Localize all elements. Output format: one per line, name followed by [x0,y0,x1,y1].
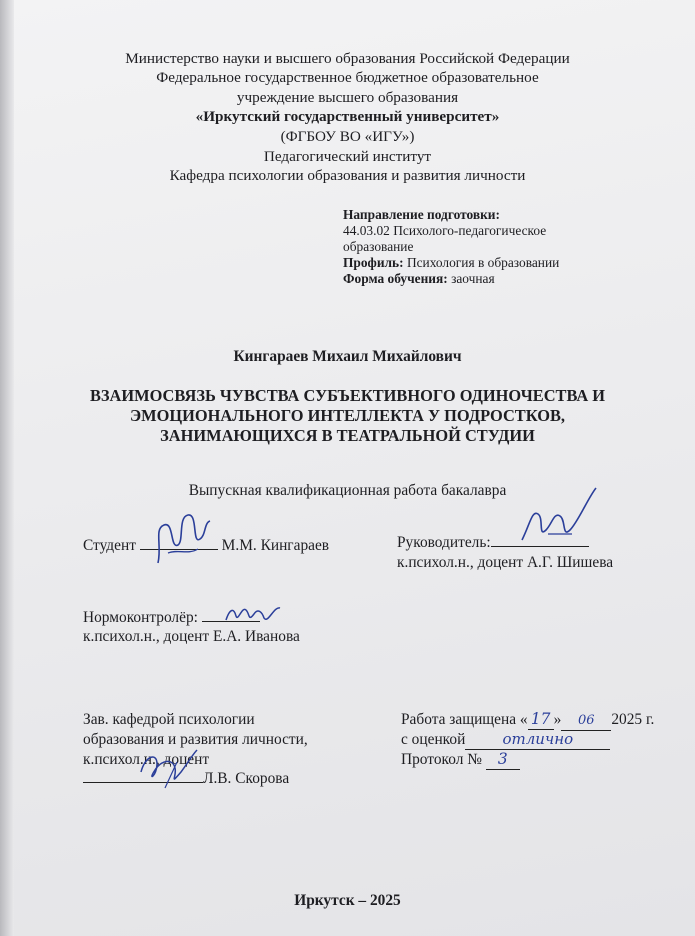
head-line-3: к.психол.н., доцент [83,751,210,768]
grade-label: с оценкой [401,731,466,748]
direction-value-line-1: 44.03.02 Психолого-педагогическое [343,223,547,238]
head-signature [135,742,205,792]
head-line-2: образования и развития личности, [83,731,308,748]
direction-label: Направление подготовки: [343,207,500,222]
grade-value: отлично [502,730,574,748]
defense-prefix: Работа защищена « [401,711,528,728]
head-name: Л.В. Скорова [203,770,290,787]
work-type: Выпускная квалификационная работа бакалавра [188,482,507,499]
institution-line-2: учреждение высшего образования [236,89,459,106]
institution-line-1: Федеральное государственное бюджетное образовательное [156,69,539,86]
norm-control-signature [222,602,284,626]
form-line [343,271,495,287]
direction-value-line-2: образование [343,239,414,254]
protocol-number: 3 [497,750,508,768]
head-line-1: Зав. кафедрой психологии [83,711,255,728]
form-label: Форма обучения: [343,271,448,286]
title-line-1: ВЗАИМОСВЯЗЬ ЧУВСТВА СУБЪЕКТИВНОГО ОДИНОЧЕСТВА И [89,386,606,405]
defense-date-line [401,710,654,731]
student-signature [148,505,218,575]
defense-month: 06 [578,713,595,728]
department-name: Кафедра психологии образования и развития личности [169,167,526,184]
defense-day: 17 [530,710,551,728]
norm-control-label: Нормоконтролёр: [83,609,198,626]
protocol-line [401,750,520,770]
title-line-2: ЭМОЦИОНАЛЬНОГО ИНТЕЛЛЕКТА У ПОДРОСТКОВ, [130,406,565,425]
grade-line [401,730,610,750]
profile-label: Профиль: [343,255,404,270]
city-year: Иркутск – 2025 [294,892,401,909]
form-value: заочная [447,271,495,286]
institute-name: Педагогический институт [263,148,432,165]
university-name: «Иркутский государственный университет» [195,108,500,125]
university-abbr: (ФГБОУ ВО «ИГУ») [280,128,415,145]
supervisor-label: Руководитель: [397,534,491,551]
defense-close-quote: » [553,711,562,728]
ministry-line: Министерство науки и высшего образования Российской Федерации [125,50,570,67]
defense-year: 2025 г. [611,711,655,728]
author-name: Кингараев Михаил Михайлович [233,348,462,365]
protocol-label: Протокол № [401,751,482,768]
student-label: Студент [83,537,136,554]
profile-line [343,255,559,271]
supervisor-details: к.психол.н., доцент А.Г. Шишева [397,554,614,571]
title-line-3: ЗАНИМАЮЩИХСЯ В ТЕАТРАЛЬНОЙ СТУДИИ [160,426,535,445]
norm-control-details: к.психол.н., доцент Е.А. Иванова [83,628,300,645]
profile-value: Психология в образовании [403,255,560,270]
supervisor-signature [508,484,608,554]
student-name: М.М. Кингараев [221,537,330,554]
